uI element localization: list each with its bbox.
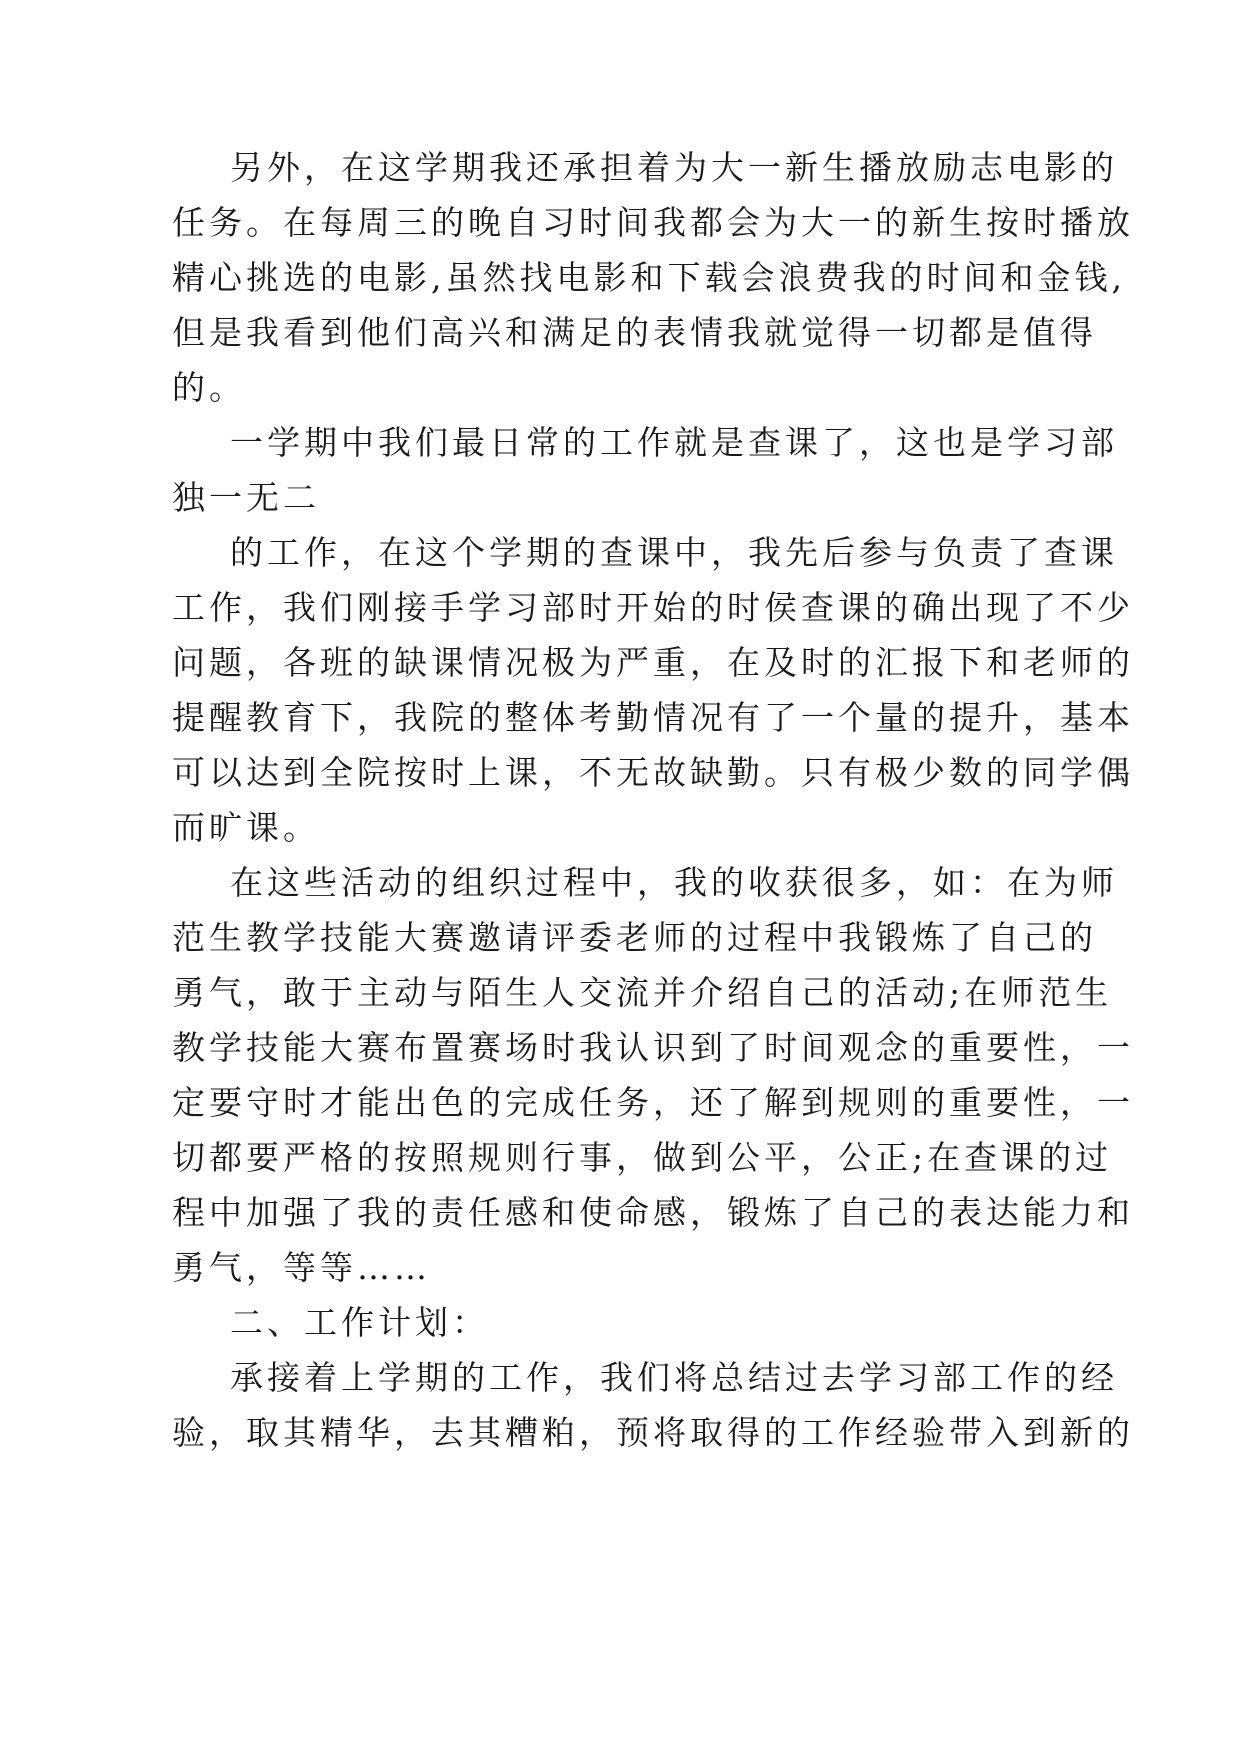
paragraph-1-line-4: 但是我看到他们高兴和满足的表情我就觉得一切都是值得 (172, 313, 1097, 352)
paragraph-3-line-1: 的工作，在这个学期的查课中，我先后参与负责了查课 (230, 533, 1118, 572)
paragraph-1-line-3: 精心挑选的电影,虽然找电影和下载会浪费我的时间和金钱, (172, 258, 1126, 297)
paragraph-3-line-5: 可以达到全院按时上课，不无故缺勤。只有极少数的同学偶 (172, 753, 1134, 792)
section-heading-work-plan: 二、工作计划： (230, 1303, 489, 1342)
paragraph-4-line-3: 勇气，敢于主动与陌生人交流并介绍自己的活动;在师范生 (172, 973, 1113, 1012)
paragraph-4-line-6: 切都要严格的按照规则行事，做到公平，公正;在查课的过 (172, 1138, 1113, 1177)
paragraph-3-line-4: 提醒教育下，我院的整体考勤情况有了一个量的提升，基本 (172, 698, 1134, 737)
paragraph-1-line-2: 任务。在每周三的晚自习时间我都会为大一的新生按时播放 (172, 203, 1134, 242)
paragraph-4-line-8: 勇气，等等…… (172, 1248, 431, 1287)
paragraph-2-line-2: 独一无二 (172, 478, 320, 517)
paragraph-1-line-5: 的。 (172, 368, 246, 407)
paragraph-4-line-4: 教学技能大赛布置赛场时我认识到了时间观念的重要性，一 (172, 1028, 1134, 1067)
paragraph-4-line-5: 定要守时才能出色的完成任务，还了解到规则的重要性，一 (172, 1083, 1134, 1122)
paragraph-4-line-7: 程中加强了我的责任感和使命感，锻炼了自己的表达能力和 (172, 1193, 1134, 1232)
paragraph-4-line-2: 范生教学技能大赛邀请评委老师的过程中我锻炼了自己的 (172, 918, 1097, 957)
paragraph-1-line-1: 另外，在这学期我还承担着为大一新生播放励志电影的 (230, 148, 1118, 187)
paragraph-5-line-1: 承接着上学期的工作，我们将总结过去学习部工作的经 (230, 1358, 1118, 1397)
paragraph-3-line-6: 而旷课。 (172, 808, 320, 847)
paragraph-3-line-3: 问题，各班的缺课情况极为严重，在及时的汇报下和老师的 (172, 643, 1134, 682)
paragraph-5-line-2: 验，取其精华，去其糟粕，预将取得的工作经验带入到新的 (172, 1413, 1134, 1452)
paragraph-2-line-1: 一学期中我们最日常的工作就是查课了，这也是学习部 (230, 423, 1118, 462)
paragraph-3-line-2: 工作，我们刚接手学习部时开始的时侯查课的确出现了不少 (172, 588, 1134, 627)
paragraph-4-line-1: 在这些活动的组织过程中，我的收获很多，如：在为师 (230, 863, 1118, 902)
